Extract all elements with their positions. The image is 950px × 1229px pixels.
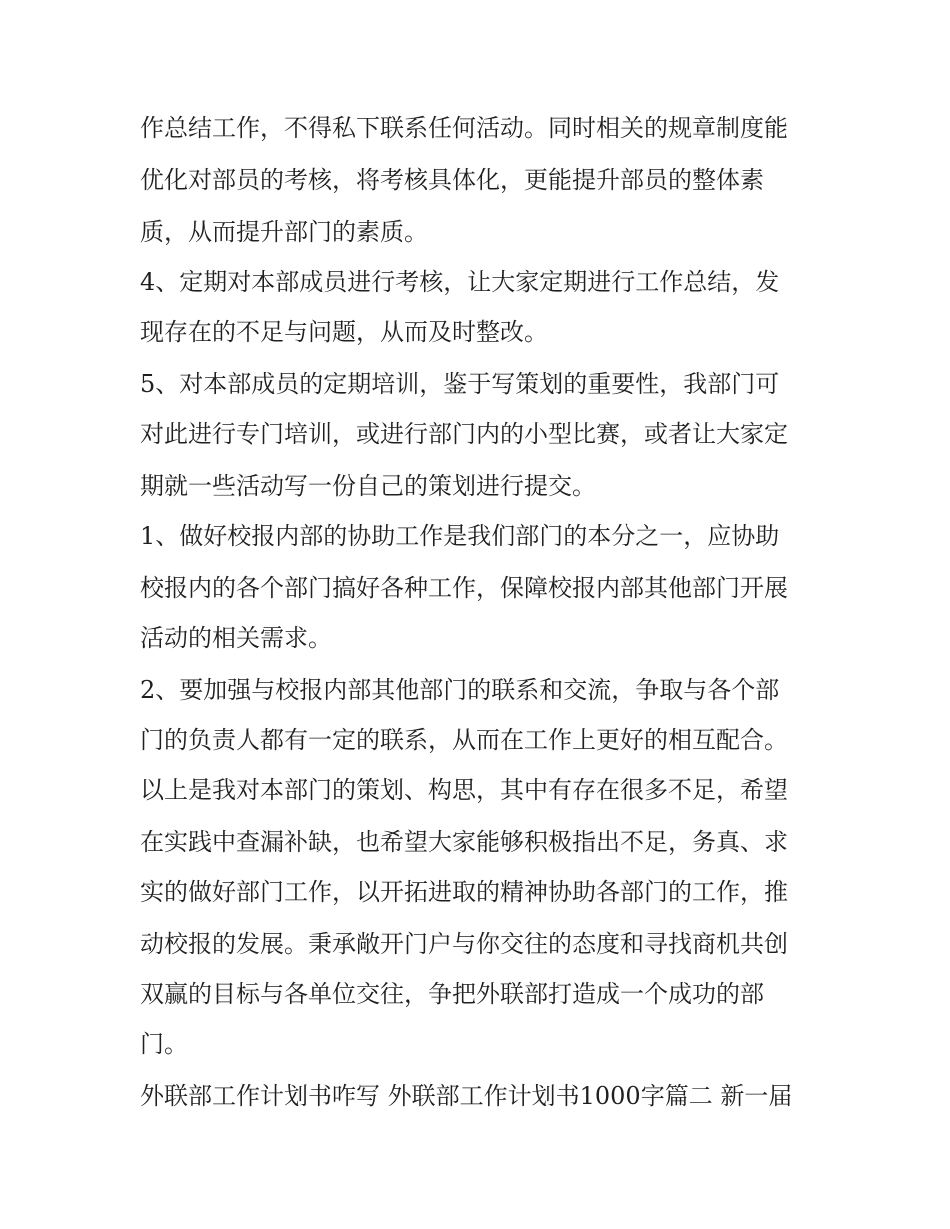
text-line: 门的负责人都有一定的联系，从而在工作上更好的相互配合。 (140, 726, 788, 754)
text-line: 作总结工作，不得私下联系任何活动。同时相关的规章制度能 (140, 114, 788, 142)
text-line: 双赢的目标与各单位交往，争把外联部打造成一个成功的部 (140, 980, 764, 1008)
text-line: 活动的相关需求。 (140, 624, 332, 652)
text-line: 2、要加强与校报内部其他部门的联系和交流，争取与各个部 (140, 676, 780, 704)
text-line: 以上是我对本部门的策划、构思，其中有存在很多不足，希望 (140, 776, 788, 804)
text-line: 门。 (140, 1030, 188, 1058)
text-line: 1、做好校报内部的协助工作是我们部门的本分之一，应协助 (140, 522, 780, 550)
text-line: 实的做好部门工作，以开拓进取的精神协助各部门的工作，推 (140, 878, 788, 906)
text-line: 4、定期对本部成员进行考核，让大家定期进行工作总结，发 (140, 268, 780, 296)
text-line: 在实践中查漏补缺，也希望大家能够积极指出不足，务真、求 (140, 828, 788, 856)
text-line: 对此进行专门培训，或进行部门内的小型比赛，或者让大家定 (140, 420, 788, 448)
text-line: 现存在的不足与问题，从而及时整改。 (140, 318, 548, 346)
text-line: 动校报的发展。秉承敞开门户与你交往的态度和寻找商机共创 (140, 930, 788, 958)
text-line: 质，从而提升部门的素质。 (140, 218, 428, 246)
text-line: 5、对本部成员的定期培训，鉴于写策划的重要性，我部门可 (140, 370, 780, 398)
text-line: 校报内的各个部门搞好各种工作，保障校报内部其他部门开展 (140, 574, 788, 602)
text-line: 优化对部员的考核，将考核具体化，更能提升部员的整体素 (140, 166, 764, 194)
text-line: 外联部工作计划书咋写 外联部工作计划书1000字篇二 新一届 (140, 1082, 793, 1110)
text-line: 期就一些活动写一份自己的策划进行提交。 (140, 472, 596, 500)
